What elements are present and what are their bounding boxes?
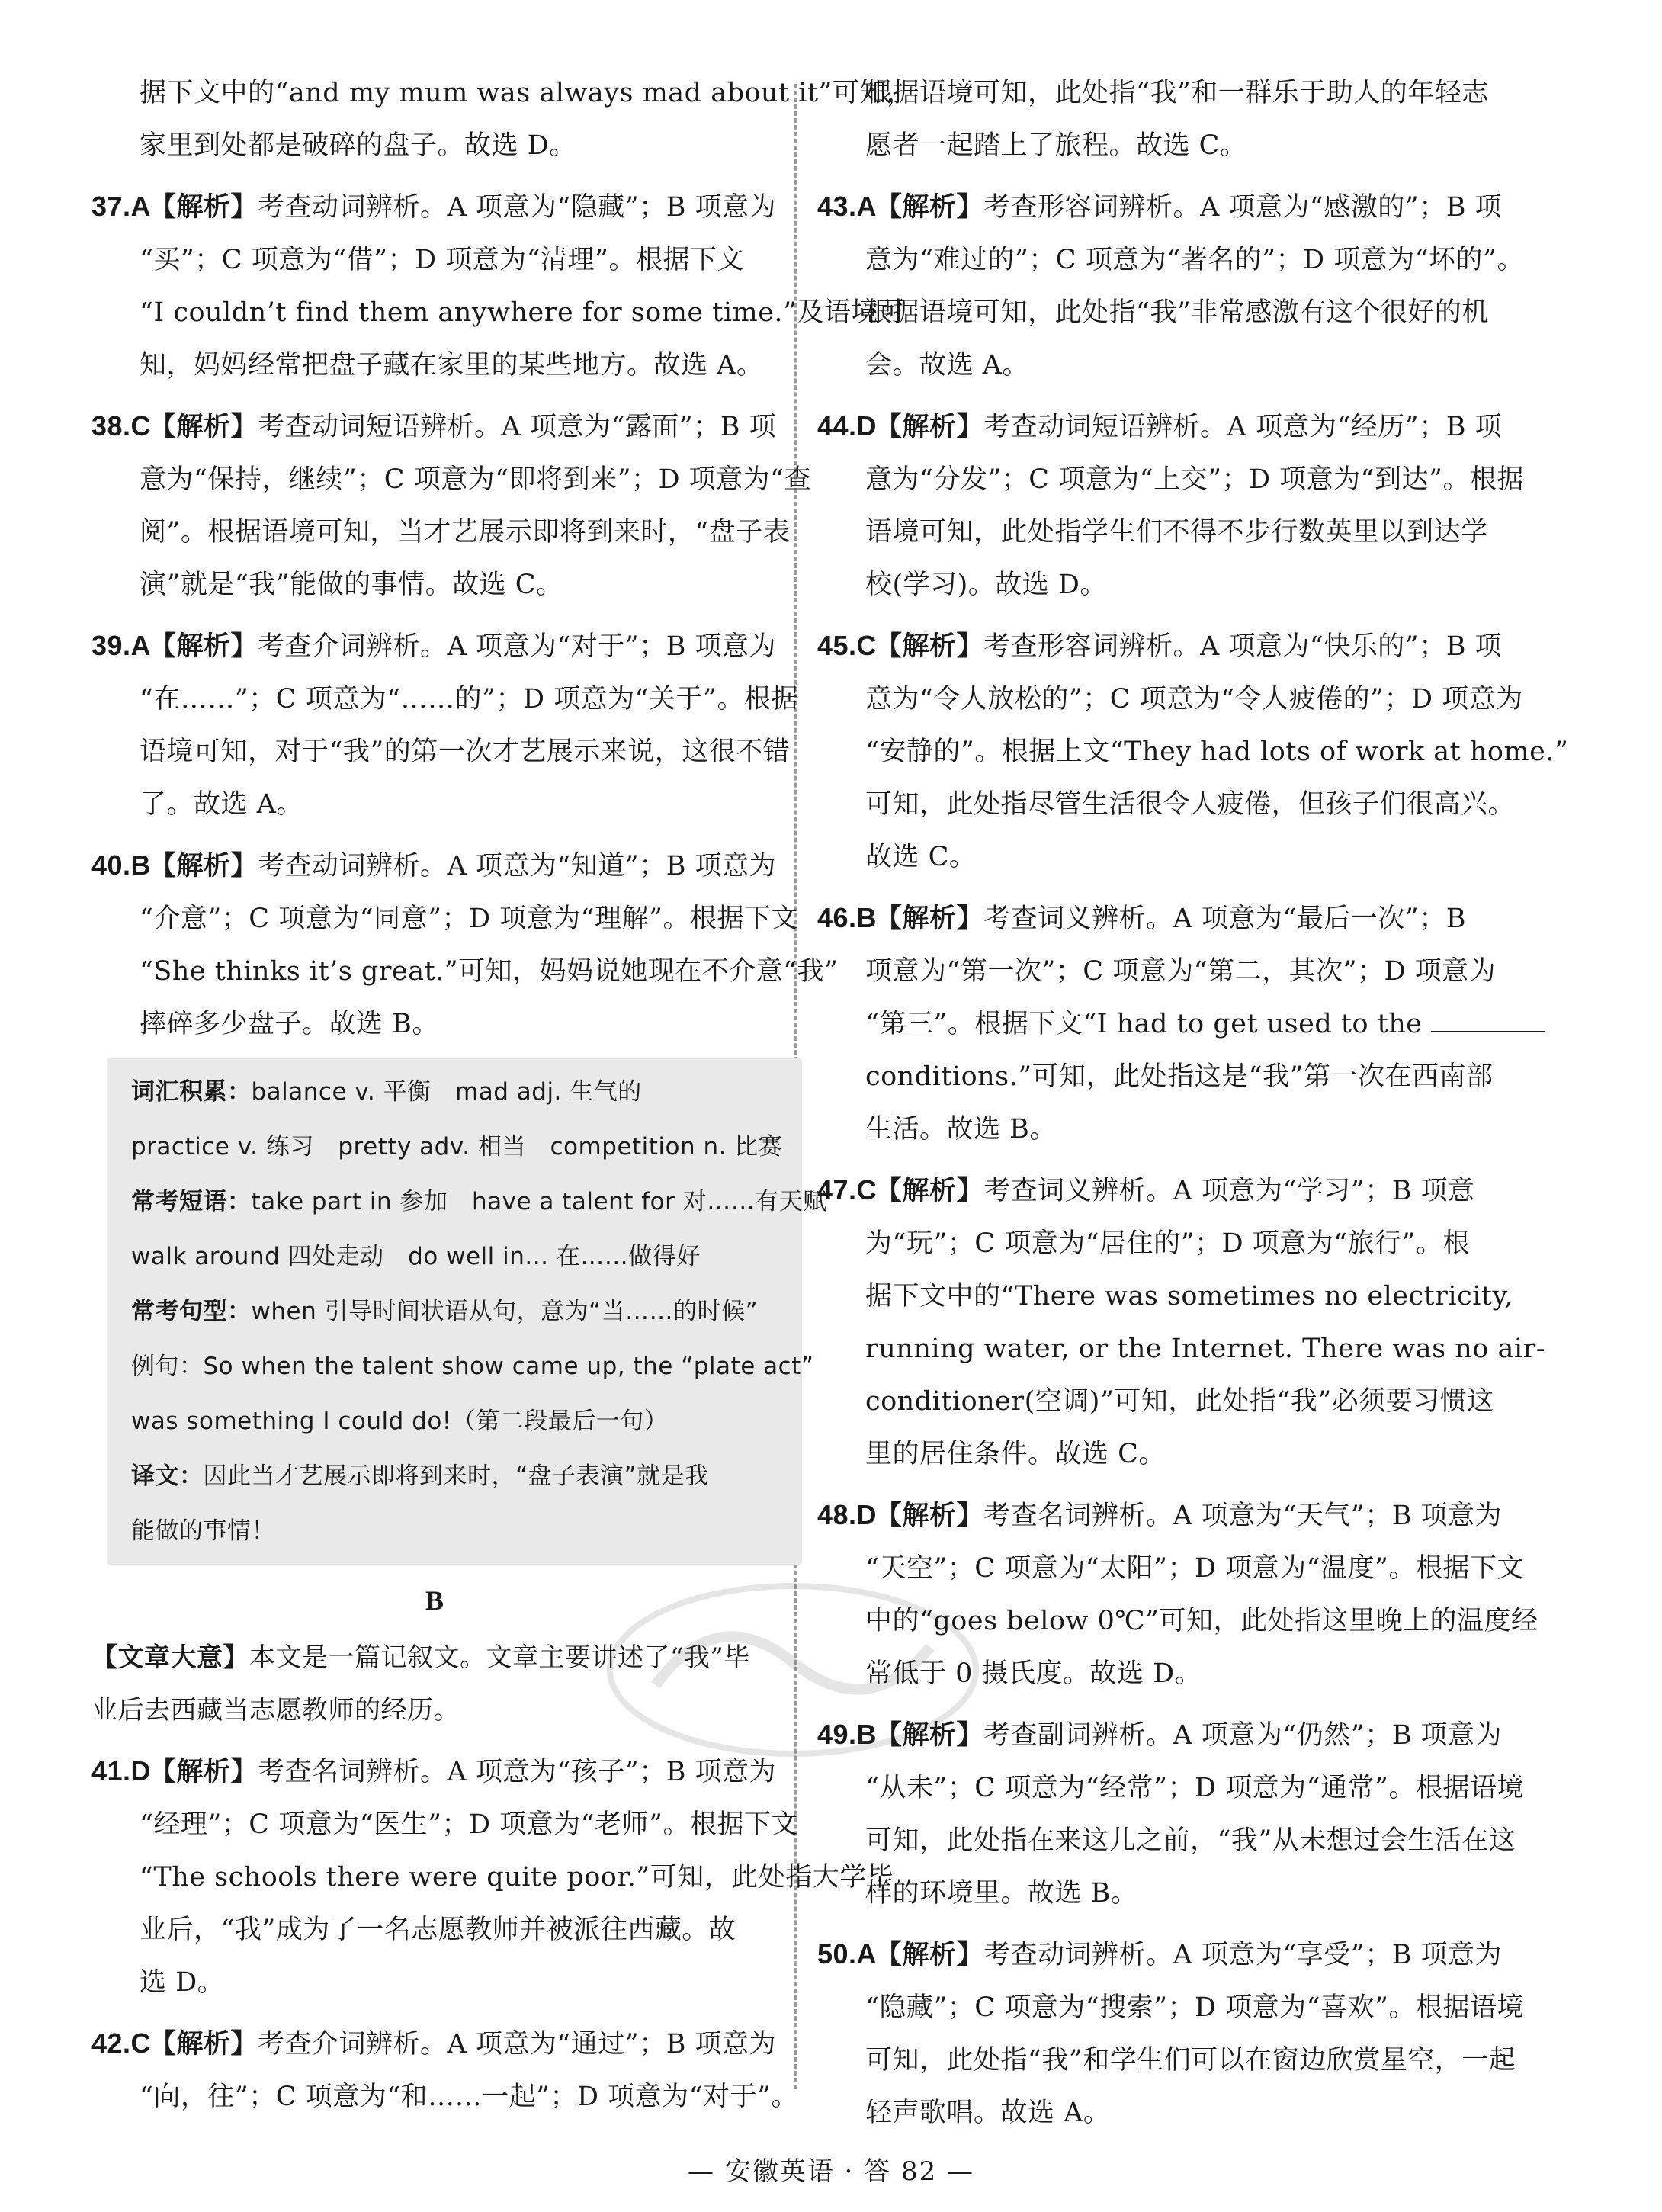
- vocab-label: 译文：: [131, 1462, 204, 1490]
- intro-continuation: [91, 67, 914, 172]
- answer-list-c: [817, 180, 1569, 2140]
- analysis-tag: 【解析】: [875, 631, 984, 661]
- answer-first-line: [91, 180, 778, 234]
- vocab-text: 例句：So when the talent show came up, the “plate act”: [131, 1353, 814, 1380]
- vocab-line: [131, 1504, 787, 1559]
- answer-first-line: [817, 1928, 1503, 1982]
- answer-item: [817, 1488, 1538, 1700]
- vocab-label: 常考句型：: [131, 1298, 252, 1325]
- text-line: 里的居住条件。故选 C。: [865, 1439, 1166, 1469]
- text-line: 摔碎多少盘子。故选 B。: [140, 1009, 439, 1039]
- answer-number: 47.C: [817, 1174, 878, 1206]
- text-line: 考查动词辨析。A 项意为“知道”；B 项意为: [258, 851, 777, 881]
- text-line: “买”；C 项意为“借”；D 项意为“清理”。根据下文: [140, 245, 744, 275]
- vocab-line: [131, 1449, 787, 1504]
- text-line: 考查形容词辨析。A 项意为“感激的”；B 项: [983, 192, 1503, 223]
- text-line: running water, or the Internet. There was no air-: [865, 1334, 1546, 1364]
- text-line: 可知，此处指在来这儿之前，“我”从未想过会生活在这: [865, 1825, 1516, 1856]
- answer-item: [91, 839, 839, 1051]
- text-line: 为“玩”；C 项意为“居住的”；D 项意为“旅行”。根: [865, 1228, 1470, 1259]
- text-line: 考查名词辨析。A 项意为“天气”；B 项意为: [983, 1501, 1503, 1531]
- answer-first-line: [91, 400, 778, 454]
- text-line: 考查副词辨析。A 项意为“仍然”；B 项意为: [983, 1720, 1503, 1751]
- summary-label: 【文章大意】: [91, 1643, 249, 1672]
- answer-number: 41.D: [91, 1755, 152, 1787]
- text-line: 本文是一篇记叙文。文章主要讲述了“我”毕: [249, 1642, 750, 1673]
- vocab-text: was something I could do!（第二段最后一句）: [131, 1408, 669, 1435]
- text-line: “I couldn’t find them anywhere for some time.”及语境可: [140, 297, 906, 328]
- vocab-text: 能做的事情！: [131, 1517, 275, 1545]
- text-line: “从未”；C 项意为“经常”；D 项意为“通常”。根据语境: [865, 1773, 1524, 1803]
- answer-number: 43.A: [817, 191, 878, 222]
- analysis-tag: 【解析】: [149, 412, 258, 441]
- text-line: 考查词义辨析。A 项意为“学习”；B 项意: [983, 1176, 1475, 1206]
- fill-blank: [1431, 1011, 1545, 1032]
- text-line: 中的“goes below 0℃”可知，此处指这里晚上的温度经: [865, 1606, 1538, 1636]
- text-line: 据下文中的“and my mum was always mad about it”可知，: [140, 78, 914, 108]
- text-line: 生活。故选 B。: [865, 1114, 1057, 1145]
- text-line: “天空”；C 项意为“太阳”；D 项意为“温度”。根据下文: [865, 1553, 1524, 1584]
- answer-first-line: [817, 619, 1503, 673]
- answer-item: [91, 619, 798, 831]
- text-line: 意为“分发”；C 项意为“上交”；D 项意为“到达”。根据: [865, 464, 1524, 495]
- answer-item: [817, 400, 1524, 612]
- text-line: 据下文中的“There was sometimes no electricity,: [865, 1281, 1513, 1311]
- analysis-tag: 【解析】: [875, 1501, 984, 1530]
- text-line: 项意为“第一次”；C 项意为“第二，其次”；D 项意为: [865, 956, 1497, 987]
- text-line: 愿者一起踏上了旅程。故选 C。: [865, 130, 1247, 161]
- text-line: “隐藏”；C 项意为“搜索”；D 项意为“喜欢”。根据语境: [865, 1992, 1524, 2023]
- analysis-tag: 【解析】: [149, 192, 258, 222]
- text-line: 了。故选 A。: [140, 789, 303, 820]
- text-line: 考查形容词辨析。A 项意为“快乐的”；B 项: [983, 631, 1503, 662]
- analysis-tag: 【解析】: [875, 412, 984, 441]
- text-line: 样的环境里。故选 B。: [865, 1878, 1138, 1909]
- answer-first-line: [817, 180, 1503, 234]
- text-line: 可知，此处指“我”和学生们可以在窗边欣赏星空，一起: [865, 2045, 1516, 2076]
- text-line: 选 D。: [140, 1967, 225, 1998]
- analysis-tag: 【解析】: [149, 1757, 258, 1787]
- vocab-text: when 引导时间状语从句，意为“当……的时候”: [251, 1298, 759, 1325]
- text-line: 知，妈妈经常把盘子藏在家里的某些地方。故选 A。: [140, 350, 764, 380]
- text-line: “She thinks it’s great.”可知，妈妈说她现在不介意“我”: [140, 956, 839, 987]
- answer-number: 49.B: [817, 1719, 878, 1750]
- vocab-line: [131, 1119, 787, 1174]
- vocab-line: [131, 1064, 787, 1119]
- analysis-tag: 【解析】: [875, 904, 984, 933]
- text-line: 家里到处都是破碎的盘子。故选 D。: [140, 130, 576, 161]
- text-line: 考查动词辨析。A 项意为“享受”；B 项意为: [983, 1940, 1503, 1970]
- vocab-text: take part in 参加 have a talent for 对……有天赋: [251, 1188, 827, 1215]
- text-line: “安静的”。根据上文“They had lots of work at home.”: [865, 737, 1569, 767]
- answer-number: 50.A: [817, 1938, 878, 1970]
- text-line: 考查介词辨析。A 项意为“通过”；B 项意为: [258, 2029, 777, 2060]
- vocab-label: 常考短语：: [131, 1188, 252, 1215]
- vocab-text: balance v. 平衡 mad adj. 生气的: [251, 1078, 642, 1106]
- right-column: [817, 67, 1569, 2147]
- answer-item: [817, 619, 1569, 884]
- vocab-text: walk around 四处走动 do well in... 在……做得好: [131, 1243, 701, 1270]
- text-line: “向，往”；C 项意为“和……一起”；D 项意为“对于”。: [140, 2082, 798, 2112]
- vocab-line: [131, 1229, 787, 1284]
- answer-item: [817, 180, 1524, 392]
- vocab-line: [131, 1394, 787, 1449]
- section-heading: B: [425, 1585, 444, 1616]
- text-line: 会。故选 A。: [865, 350, 1029, 380]
- answer-item: [91, 2017, 798, 2124]
- text-line: 轻声歌唱。故选 A。: [865, 2098, 1111, 2128]
- analysis-tag: 【解析】: [149, 2029, 258, 2059]
- text-line: “第三”。根据下文“I had to get used to the: [817, 998, 1503, 1051]
- answer-first-line: [91, 839, 778, 893]
- text-line: “在……”；C 项意为“……的”；D 项意为“关于”。根据: [140, 684, 798, 714]
- answer-item: [817, 891, 1503, 1156]
- intro-continuation: [817, 67, 1503, 172]
- answer-first-line: [817, 1708, 1503, 1762]
- page-footer: — 安徽英语 · 答 82 —: [687, 2156, 975, 2187]
- text-line: “经理”；C 项意为“医生”；D 项意为“老师”。根据下文: [140, 1809, 798, 1840]
- answer-item: [817, 1928, 1524, 2140]
- article-summary: [91, 1632, 778, 1737]
- answer-number: 48.D: [817, 1499, 878, 1530]
- text-line: 考查动词辨析。A 项意为“隐藏”；B 项意为: [258, 192, 777, 223]
- text-line: 考查动词短语辨析。A 项意为“经历”；B 项: [983, 412, 1503, 442]
- text-line: 业后，“我”成为了一名志愿教师并被派往西藏。故: [140, 1915, 736, 1945]
- text-line: 校(学习)。故选 D。: [865, 570, 1107, 600]
- text-line: 根据语境可知，此处指“我”非常感激有这个很好的机: [865, 297, 1489, 328]
- answer-first-line: [91, 2017, 778, 2071]
- vocab-label: 词汇积累：: [131, 1078, 252, 1106]
- text-line: “介意”；C 项意为“同意”；D 项意为“理解”。根据下文: [140, 904, 798, 934]
- analysis-tag: 【解析】: [875, 192, 984, 222]
- vocab-line: [131, 1174, 827, 1229]
- answer-first-line: [817, 1164, 1503, 1218]
- answer-number: 42.C: [91, 2027, 152, 2059]
- answer-number: 45.C: [817, 630, 878, 661]
- analysis-tag: 【解析】: [149, 631, 258, 661]
- text-line: 意为“令人放松的”；C 项意为“令人疲倦的”；D 项意为: [865, 684, 1523, 714]
- vocab-text: practice v. 练习 pretty adv. 相当 competition n. 比赛: [131, 1133, 783, 1161]
- answer-first-line: [817, 891, 1503, 945]
- text-line: 考查名词辨析。A 项意为“孩子”；B 项意为: [258, 1757, 777, 1787]
- answer-first-line: [817, 400, 1503, 454]
- text-line: 根据语境可知，此处指“我”和一群乐于助人的年轻志: [865, 78, 1489, 108]
- answer-number: 37.A: [91, 191, 152, 222]
- answer-item: [91, 400, 812, 612]
- text-line: 意为“保持，继续”；C 项意为“即将到来”；D 项意为“查: [140, 464, 812, 495]
- text-line: 考查介词辨析。A 项意为“对于”；B 项意为: [258, 631, 777, 662]
- text-line: 故选 C。: [865, 842, 977, 872]
- text-line: 语境可知，对于“我”的第一次才艺展示来说，这很不错: [140, 737, 791, 767]
- text-line: conditions.”可知，此处指这是“我”第一次在西南部: [865, 1061, 1494, 1092]
- analysis-tag: 【解析】: [875, 1720, 984, 1750]
- text-line: 阅”。根据语境可知，当才艺展示即将到来时，“盘子表: [140, 517, 791, 547]
- text-line: 考查词义辨析。A 项意为“最后一次”；B: [983, 904, 1466, 934]
- answer-first-line: [91, 619, 778, 673]
- text-line: “The schools there were quite poor.”可知，此处指大学毕: [140, 1862, 894, 1893]
- answer-first-line: [91, 1745, 778, 1799]
- vocab-text: 因此当才艺展示即将到来时，“盘子表演”就是我: [203, 1462, 709, 1490]
- analysis-tag: 【解析】: [149, 851, 258, 881]
- answer-number: 38.C: [91, 410, 152, 441]
- text-line: 考查动词短语辨析。A 项意为“露面”；B 项: [258, 412, 777, 442]
- answer-number: 44.D: [817, 410, 878, 441]
- answer-item: [817, 1708, 1524, 1920]
- answer-number: 39.A: [91, 630, 152, 661]
- vocab-line: [131, 1339, 814, 1394]
- analysis-tag: 【解析】: [875, 1940, 984, 1970]
- answer-number: 46.B: [817, 902, 878, 933]
- answer-first-line: [817, 1488, 1503, 1543]
- text-line: 意为“难过的”；C 项意为“著名的”；D 项意为“坏的”。: [865, 245, 1524, 275]
- text-line: 演”就是“我”能做的事情。故选 C。: [140, 570, 563, 600]
- analysis-tag: 【解析】: [875, 1176, 984, 1206]
- text-line: 可知，此处指尽管生活很令人疲倦，但孩子们很高兴。: [865, 789, 1516, 820]
- vocab-line: [131, 1284, 787, 1339]
- answer-number: 40.B: [91, 849, 152, 881]
- vocab-box: [107, 1058, 827, 1565]
- answer-item: [817, 1164, 1546, 1481]
- text-line: 业后去西藏当志愿教师的经历。: [91, 1695, 460, 1726]
- text-line: 常低于 0 摄氏度。故选 D。: [865, 1658, 1202, 1689]
- text-line: 语境可知，此处指学生们不得不步行数英里以到达学: [865, 517, 1488, 547]
- text-line: conditioner(空调)”可知，此处指“我”必须要习惯这: [865, 1386, 1494, 1417]
